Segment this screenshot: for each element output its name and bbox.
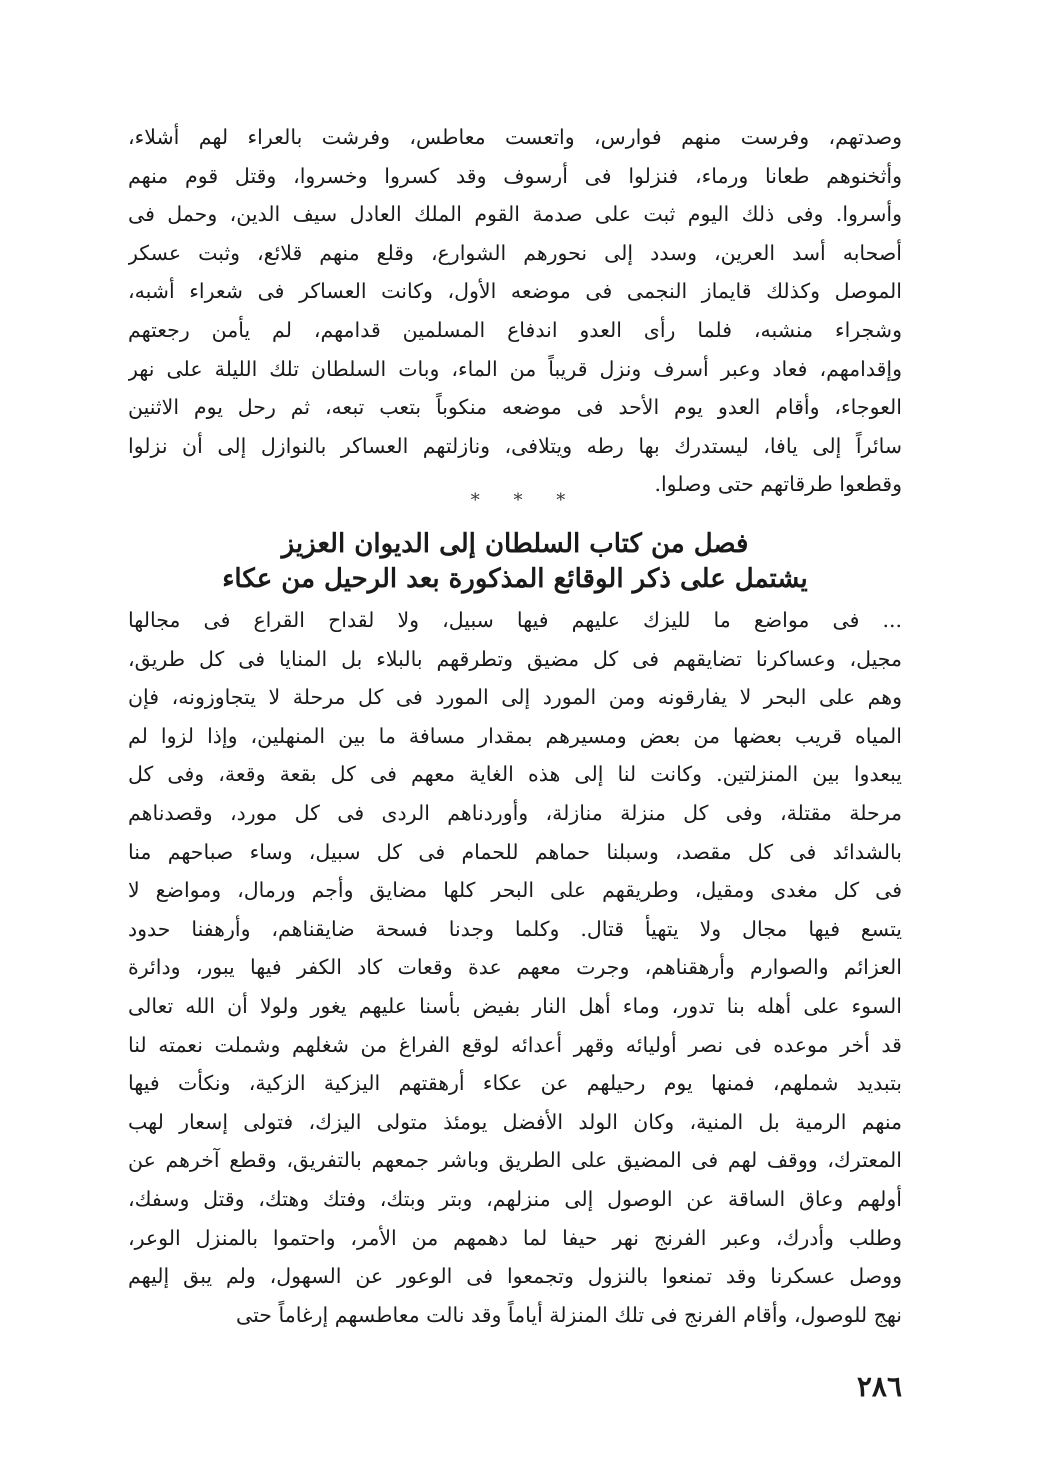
text-line: وصدتهم، وفرست منهم فوارس، واتعست معاطس، وفرشت بالعراء لهم أشلاء، xyxy=(128,125,902,149)
text-line: مجيل، وعساكرنا تضايقهم فى كل مضيق وتطرقهم بالبلاء بل المنايا فى كل طريق، xyxy=(128,646,902,671)
paragraph-1 xyxy=(128,118,902,504)
text-line: وأثخنوهم طعانا ورماء، فنزلوا فى أرسوف وقد كسروا وخسروا، وقتل قوم منهم xyxy=(128,163,902,188)
text-line: وطلب وأدرك، وعبر الفرنج نهر حيفا لما دهمهم من الأمر، واحتموا بالمنزل الوعر، xyxy=(128,1225,902,1250)
text-line: وقطعوا طرقاتهم حتى وصلوا. xyxy=(654,472,902,497)
text-line: نهج للوصول، وأقام الفرنج فى تلك المنزلة أياماً وقد نالت معاطسهم إرغاماً حتى xyxy=(236,1302,902,1327)
text-line: يتسع فيها مجال ولا يتهيأ قتال. وكلما وجدنا فسحة ضايقناهم، وأرهفنا حدود xyxy=(128,916,902,941)
text-line: وأسروا. وفى ذلك اليوم ثبت على صدمة القوم الملك العادل سيف الدين، وحمل فى xyxy=(128,202,902,227)
text-line: أصحابه أسد العرين، وسدد إلى نحورهم الشوارع، وقلع منهم قلائع، وثبت عسكر xyxy=(128,240,902,265)
text-line: وإقدامهم، فعاد وعبر أسرف ونزل قريباً من الماء، وبات السلطان تلك الليلة على نهر xyxy=(128,356,902,381)
section-heading-line-1: فصل من كتاب السلطان إلى الديوان العزيز xyxy=(281,529,749,559)
text-line: ووصل عسكرنا وقد تمنعوا بالنزول وتجمعوا فى الوعور عن السهول، ولم يبق إليهم xyxy=(128,1264,902,1289)
text-line: السوء على أهله بنا تدور، وماء أهل النار بفيض بأسنا عليهم يغور ولولا أن الله تعالى xyxy=(128,993,902,1018)
text-line: العوجاء، وأقام العدو يوم الأحد فى موضعه منكوباً بتعب تبعه، ثم رحل يوم الاثنين xyxy=(128,395,902,420)
text-line: يبعدوا بين المنزلتين. وكانت لنا إلى هذه الغاية معهم فى كل بقعة وقعة، وفى كل xyxy=(128,762,902,787)
text-line: ... فى مواضع ما لليزك عليهم فيها سبيل، ولا لقداح القراع فى مجالها xyxy=(128,608,902,632)
page-number: ٢٨٦ xyxy=(856,1370,902,1403)
text-line: المعترك، ووقف لهم فى المضيق على الطريق وباشر جمعهم بالتفريق، وقطع آخرهم عن xyxy=(128,1148,902,1173)
text-line: بالشدائد فى كل مقصد، وسبلنا حماهم للحمام فى كل سبيل، وساء صباحهم منا xyxy=(128,839,902,864)
section-heading-line-2: يشتمل على ذكر الوقائع المذكورة بعد الرحيل من عكاء xyxy=(222,564,808,594)
text-line: سائراً إلى يافا، ليستدرك بها رطه ويتلافى، ونازلتهم العساكر بالنوازل إلى أن نزلوا xyxy=(128,433,902,458)
text-line: مرحلة مقتلة، وفى كل منزلة منازلة، وأوردناهم الردى فى كل مورد، وقصدناهم xyxy=(128,800,902,825)
text-line: وشجراء منشبه، فلما رأى العدو اندفاع المسلمين قدامهم، لم يأمن رجعتهم xyxy=(128,317,902,342)
text-line: أولهم وعاق الساقة عن الوصول إلى منزلهم، وبتر وبتك، وفتك وهتك، وقتل وسفك، xyxy=(128,1186,902,1211)
text-line: بتبديد شملهم، فمنها يوم رحيلهم عن عكاء أرهقتهم اليزكية الزكية، ونكأت فيها xyxy=(128,1071,902,1096)
text-line: الموصل وكذلك قايماز النجمى فى موضعه الأول، وكانت العساكر فى شعراء أشبه، xyxy=(128,279,902,304)
text-line: المياه قريب بعضها من بعض ومسيرهم بمقدار مسافة ما بين المنهلين، وإذا لزوا لم xyxy=(128,723,902,748)
paragraph-2 xyxy=(128,601,902,1334)
section-separator: * * * xyxy=(470,490,580,511)
text-line: فى كل مغدى ومقيل، وطريقهم على البحر كلها مضايق وأجم ورمال، ومواضع لا xyxy=(128,878,902,903)
text-line: قد أخر موعده فى نصر أوليائه وقهر أعدائه لوقع الفراغ من شغلهم وشملت نعمته لنا xyxy=(128,1032,902,1057)
text-line: العزائم والصوارم وأرهقناهم، وجرت معهم عدة وقعات كاد الكفر فيها يبور، ودائرة xyxy=(128,955,902,980)
text-line: وهم على البحر لا يفارقونه ومن المورد إلى المورد فى كل مرحلة لا يتجاوزونه، فإن xyxy=(128,685,902,710)
text-line: منهم الرمية بل المنية، وكان الولد الأفضل يومئذ متولى اليزك، فتولى إسعار لهب xyxy=(128,1109,902,1134)
